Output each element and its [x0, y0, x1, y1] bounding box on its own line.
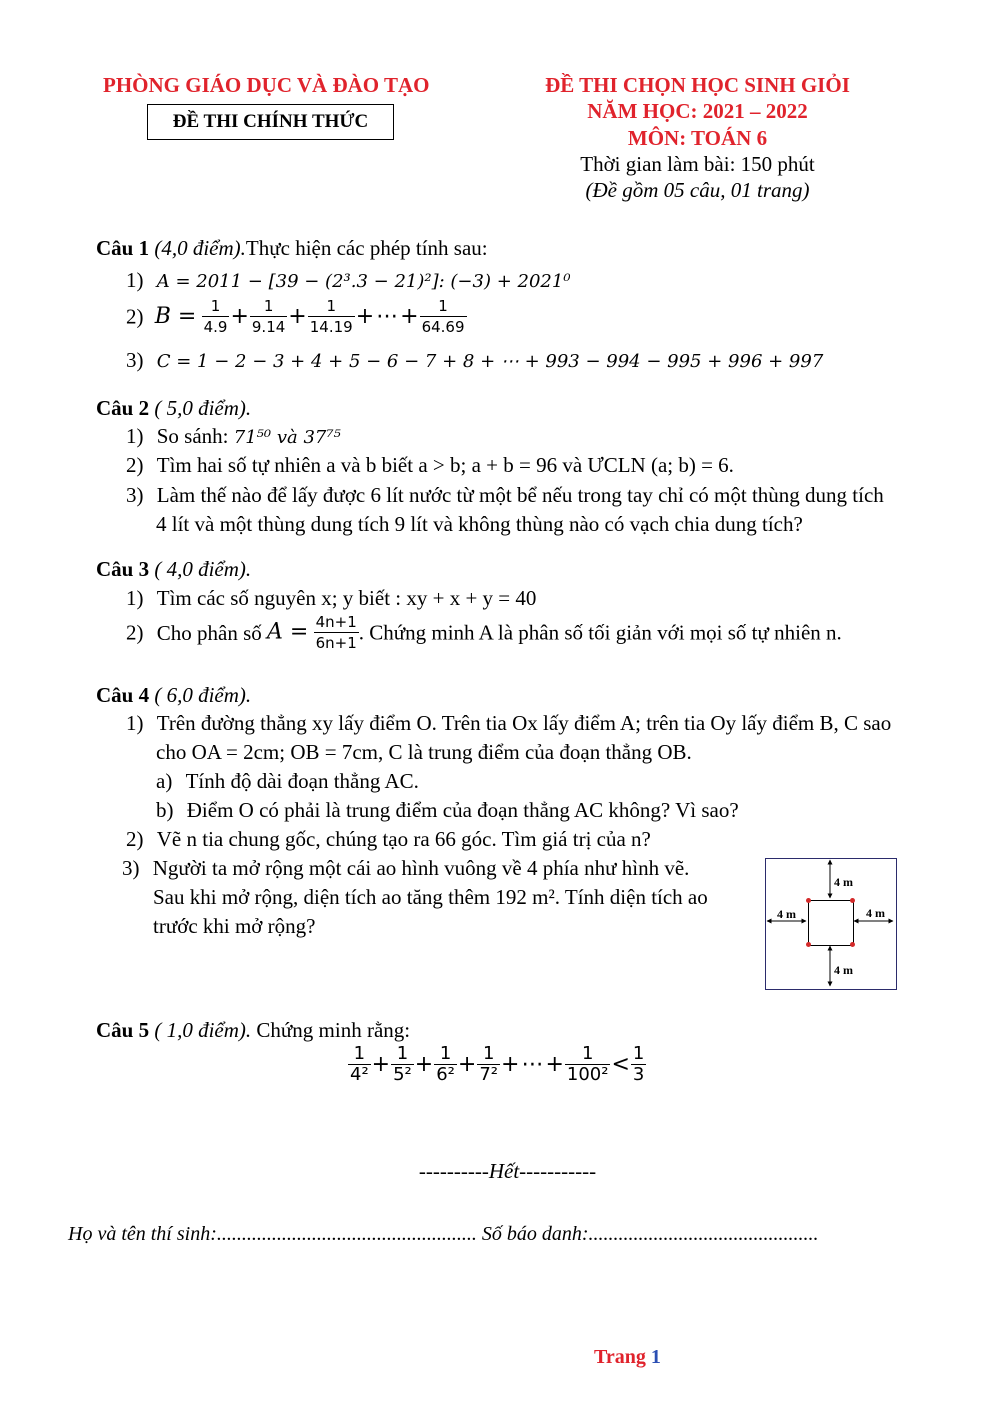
q2-item-2-text: Tìm hai số tự nhiên a và b biết a > b; a + b = 96 và ƯCLN (a; b) = 6. [156, 453, 734, 477]
q5-inequality: $\frac{1}{\text{4²}}$ + $\frac{1}{\text{5²}}$ + $\frac{1}{\text{6²}}$ + $\frac{1}{\text{7²}}$ +⋯+ $\frac{1}{\text{100²}}$ < $\frac{1}{3}$ [350, 1043, 645, 1085]
pond-label-bottom: 4 m [834, 963, 853, 977]
q1-points: (4,0 điểm). [154, 236, 246, 260]
q4-item-1a [156, 768, 419, 794]
department-name: PHÒNG GIÁO DỤC VÀ ĐÀO TẠO [103, 73, 430, 97]
official-exam-box [147, 104, 394, 140]
q2-item-3-line1: Làm thế nào để lấy được 6 lít nước từ một bể nếu trong tay chỉ có một thùng dung tích [156, 483, 884, 507]
q3-item-2-pre: Cho phân số [156, 620, 262, 645]
q1-item-1 [126, 267, 571, 295]
q1-b-fraction-4: $\frac{1}{64.69}$ [421, 297, 465, 336]
q3-item-2 [126, 612, 842, 662]
q1-heading [96, 235, 488, 261]
q1-item-2-number: 2) [126, 304, 144, 329]
q4-item-1b [156, 797, 739, 823]
q2-item-1-number: 1) [126, 424, 144, 448]
q4-item-1a-text: Tính độ dài đoạn thẳng AC. [185, 769, 419, 793]
q1-b-fraction-3: $\frac{1}{14.19}$ [309, 297, 353, 336]
q3-title: Câu 3 [96, 557, 150, 581]
q5-fraction-4: $\frac{1}{\text{7²}}$ [479, 1043, 498, 1085]
q1-intro: Thực hiện các phép tính sau: [245, 236, 488, 260]
q3-item-1-number: 1) [126, 586, 144, 610]
official-exam-label: ĐỀ THI CHÍNH THỨC [172, 111, 369, 132]
q5-rhs-fraction: $\frac{1}{3}$ [632, 1043, 645, 1085]
q2-points: ( 5,0 điểm). [154, 396, 252, 420]
q1-item-1-expr: A = 2011 − [39 − (2³.3 − 21)²]: (−3) + 2021⁰ [156, 271, 571, 292]
q5-title: Câu 5 [96, 1018, 150, 1042]
q4-item-1a-letter: a) [156, 769, 173, 793]
page-number: 1 [650, 1346, 661, 1368]
pond-figure-arrows [765, 858, 897, 990]
q4-item-1-line2: cho OA = 2cm; OB = 7cm, C là trung điểm của đoạn thẳng OB. [156, 740, 692, 764]
q3-fraction: $\frac{4n+1}{6n+1}$ [315, 613, 357, 652]
q5-fraction-1: $\frac{1}{\text{4²}}$ [350, 1043, 369, 1085]
pond-corner-dot [806, 942, 811, 947]
q2-item-2-number: 2) [126, 453, 144, 477]
q4-item-2-text: Vẽ n tia chung gốc, chúng tạo ra 66 góc. Tìm giá trị của n? [156, 827, 651, 851]
q1-title: Câu 1 [96, 236, 150, 260]
q4-item-2-number: 2) [126, 827, 144, 851]
end-marker: ----------Hết----------- [418, 1159, 597, 1183]
q4-item-1 [126, 710, 891, 736]
q1-item-2: 2) B = $\frac{1}{4.9}$ + $\frac{1}{9.14}$ + $\frac{1}{14.19}$ +⋯+ $\frac{1}{64.69}$ [126, 297, 465, 336]
q3-item-1 [126, 585, 536, 611]
q5-points: ( 1,0 điểm). [154, 1018, 252, 1042]
q4-item-2 [126, 826, 651, 852]
q2-item-3-line2: 4 lít và một thùng dung tích 9 lít và không thùng nào có vạch chia dung tích? [156, 512, 803, 536]
q2-item-1 [126, 423, 341, 451]
q4-item-3-line3: trước khi mở rộng? [153, 914, 316, 938]
pond-corner-dot [850, 898, 855, 903]
q1-item-3-number: 3) [126, 348, 144, 372]
q4-item-3-line1: Người ta mở rộng một cái ao hình vuông về 4 phía như hình vẽ. [152, 856, 690, 880]
pond-label-top: 4 m [834, 875, 853, 889]
q3-item-2-number: 2) [126, 620, 144, 645]
q2-item-1-expr: 71⁵⁰ và 37⁷⁵ [233, 427, 341, 448]
q5-fraction-5: $\frac{1}{\text{100²}}$ [566, 1043, 609, 1085]
exam-title: ĐỀ THI CHỌN HỌC SINH GIỎI [545, 73, 850, 97]
q4-item-3-line2: Sau khi mở rộng, diện tích ao tăng thêm 192 m². Tính diện tích ao [153, 885, 708, 909]
q4-item-1b-text: Điểm O có phải là trung điểm của đoạn thẳng AC không? Vì sao? [186, 798, 739, 822]
q4-item-3-number: 3) [122, 856, 140, 880]
pond-corner-dot [850, 942, 855, 947]
q1-b-fraction-2: $\frac{1}{9.14}$ [251, 297, 286, 336]
q5-fraction-3: $\frac{1}{\text{6²}}$ [436, 1043, 455, 1085]
q2-item-3 [126, 482, 884, 508]
q3-item-1-text: Tìm các số nguyên x; y biết : xy + x + y = 40 [156, 586, 537, 610]
page-note: (Đề gồm 05 câu, 01 trang) [585, 178, 810, 202]
q5-fraction-2: $\frac{1}{\text{5²}}$ [393, 1043, 412, 1085]
q4-heading [96, 682, 251, 708]
q2-item-3-number: 3) [126, 483, 144, 507]
q5-heading [96, 1017, 410, 1043]
q4-item-1-number: 1) [126, 711, 144, 735]
q1-item-3-expr: C = 1 − 2 − 3 + 4 + 5 − 6 − 7 + 8 + ⋯ + 993 − 994 − 995 + 996 + 997 [156, 351, 824, 372]
q4-points: ( 6,0 điểm). [154, 683, 252, 707]
q4-item-1b-letter: b) [156, 798, 174, 822]
school-year: NĂM HỌC: 2021 – 2022 [587, 99, 808, 123]
pond-label-right: 4 m [866, 906, 885, 920]
q2-item-2 [126, 452, 734, 478]
q5-intro: Chứng minh rằng: [256, 1018, 411, 1042]
q1-item-1-number: 1) [126, 268, 144, 292]
page-footer [594, 1344, 661, 1370]
q4-item-1-line1: Trên đường thẳng xy lấy điểm O. Trên tia Ox lấy điểm A; trên tia Oy lấy điểm B, C sao [156, 711, 892, 735]
q2-heading [96, 395, 251, 421]
q1-item-3 [126, 347, 823, 375]
q1-item-2-lhs: B = [154, 303, 197, 329]
q3-item-2-post: . Chứng minh A là phân số tối giản với mọi số tự nhiên n. [358, 620, 842, 645]
q4-title: Câu 4 [96, 683, 150, 707]
q2-title: Câu 2 [96, 396, 150, 420]
subject: MÔN: TOÁN 6 [627, 126, 768, 150]
q5-ellipsis: ⋯ [521, 1052, 544, 1077]
q1-b-ellipsis: ⋯ [376, 303, 399, 329]
q3-points: ( 4,0 điểm). [154, 557, 252, 581]
q4-item-3 [122, 855, 689, 881]
q1-b-fraction-1: $\frac{1}{4.9}$ [203, 297, 228, 336]
q2-item-1-text: So sánh: [156, 424, 229, 448]
time-limit: Thời gian làm bài: 150 phút [580, 152, 815, 176]
candidate-info-line: Họ và tên thí sinh:.................................................... Số báo danh:.............................................. [68, 1223, 819, 1245]
q3-item-2-lhs: A = [267, 619, 309, 645]
page-label: Trang [594, 1346, 646, 1368]
q3-heading [96, 556, 251, 582]
pond-label-left: 4 m [777, 907, 796, 921]
pond-corner-dot [806, 898, 811, 903]
